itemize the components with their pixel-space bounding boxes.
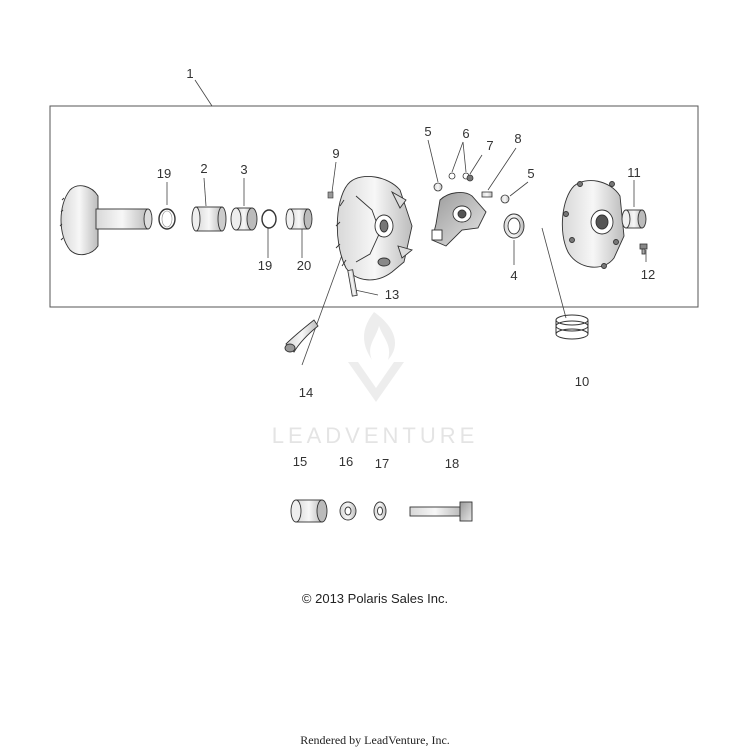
bolt-18 xyxy=(410,502,472,521)
bushing-20 xyxy=(286,209,312,229)
callout-3: 3 xyxy=(240,162,248,177)
callout-14: 14 xyxy=(298,385,314,400)
callout-2: 2 xyxy=(200,161,208,176)
callout-20: 20 xyxy=(296,258,312,273)
button-5-left xyxy=(434,183,442,191)
ring-19-left-inner xyxy=(162,211,172,227)
callout-8: 8 xyxy=(514,131,522,146)
watermark-text: LEADVENTURE xyxy=(271,423,479,448)
washer-6a xyxy=(449,173,455,179)
callout-19-top: 19 xyxy=(156,166,172,181)
washer-16 xyxy=(340,502,356,520)
screw-9 xyxy=(328,192,333,198)
ring-19-right xyxy=(262,210,276,228)
callout-17: 17 xyxy=(374,456,390,471)
callout-10: 10 xyxy=(574,374,590,389)
button-5-right xyxy=(501,195,509,203)
chevron-logo xyxy=(348,362,404,402)
spring-10 xyxy=(556,315,588,339)
bushing-2 xyxy=(192,207,226,231)
callout-numbers xyxy=(157,66,655,471)
washer-17 xyxy=(374,502,386,520)
callout-5-left: 5 xyxy=(424,124,432,139)
seal-4 xyxy=(504,214,524,238)
callout-4: 4 xyxy=(510,268,518,283)
callout-18: 18 xyxy=(444,456,460,471)
bushing-15 xyxy=(291,500,327,522)
callout-12: 12 xyxy=(640,267,656,282)
copyright-notice: © 2013 Polaris Sales Inc. xyxy=(301,591,449,606)
callout-16: 16 xyxy=(338,454,354,469)
callout-15: 15 xyxy=(292,454,308,469)
callout-13: 13 xyxy=(384,287,400,302)
callout-19-bottom: 19 xyxy=(257,258,273,273)
pin-8 xyxy=(482,192,492,197)
rendered-by-footer: Rendered by LeadVenture, Inc. xyxy=(300,733,450,747)
bushing-11 xyxy=(622,210,646,228)
moveable-sheave-shaft xyxy=(60,186,152,255)
bushing-3 xyxy=(231,208,257,230)
callout-11: 11 xyxy=(627,165,641,180)
callout-5-right: 5 xyxy=(527,166,535,181)
roller-arm-14 xyxy=(285,320,318,352)
callout-9: 9 xyxy=(332,146,340,161)
cover-plate xyxy=(562,181,624,269)
spider-assembly xyxy=(432,193,486,246)
moveable-sheave xyxy=(336,176,412,279)
callout-6: 6 xyxy=(462,126,470,141)
roller-7 xyxy=(467,175,473,181)
flame-logo xyxy=(364,312,395,360)
callout-7: 7 xyxy=(486,138,494,153)
callout-1: 1 xyxy=(186,66,194,81)
